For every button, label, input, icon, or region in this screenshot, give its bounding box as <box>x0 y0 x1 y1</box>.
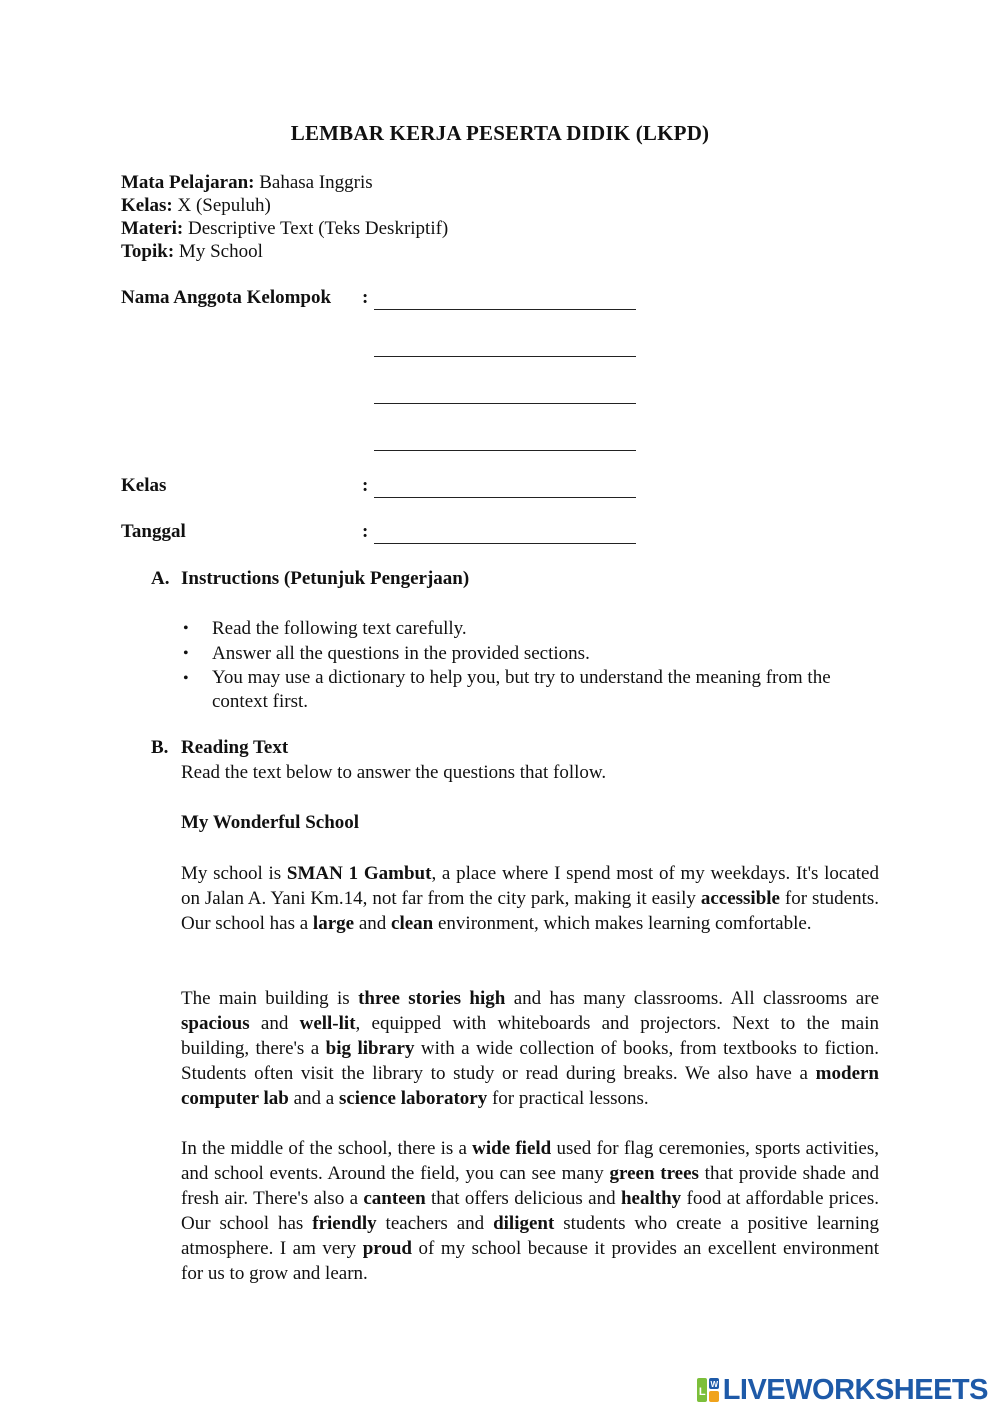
paragraph-text: environment, which makes learning comfortable. <box>433 913 812 934</box>
paragraph-text: used for flag ceremonies, sports activities, and school events. Around the field, you can see many <box>181 1138 879 1184</box>
bullet-icon: • <box>183 645 189 662</box>
bold-keyword: spacious <box>181 1013 250 1034</box>
bold-keyword: healthy <box>620 1188 682 1209</box>
paragraph-text: that provide shade and fresh air. There's also a <box>181 1163 880 1209</box>
bold-keyword: three stories high <box>358 988 506 1009</box>
section-a-letter: A. <box>151 568 170 589</box>
paragraph-text: My school is <box>181 863 287 884</box>
bold-keyword: science laboratory <box>338 1088 488 1109</box>
bold-keyword: green trees <box>609 1163 699 1184</box>
colon: : <box>362 475 369 496</box>
date-field[interactable] <box>374 543 636 544</box>
bold-keyword: friendly <box>312 1213 377 1234</box>
meta-row-topic: Topik: My School <box>121 241 263 262</box>
logo-letter: W <box>710 1380 718 1389</box>
member-name-field-2[interactable] <box>374 356 636 357</box>
bold-keyword: modern computer lab <box>181 1063 879 1109</box>
bold-keyword: clean <box>391 913 434 934</box>
paragraph-text: In the middle of the school, there is a <box>181 1138 473 1159</box>
group-members-label: Nama Anggota Kelompok <box>121 287 332 308</box>
bullet-icon: • <box>183 670 189 687</box>
member-name-field-1[interactable] <box>374 309 636 310</box>
reading-paragraph-1 <box>181 861 879 936</box>
subject-info <box>121 171 448 263</box>
member-name-field-3[interactable] <box>374 403 636 404</box>
member-name-field-4[interactable] <box>374 450 636 451</box>
bold-keyword: large <box>312 913 355 934</box>
liveworksheets-logo-icon <box>697 1378 719 1402</box>
brand-name: LIVEWORKSHEETS <box>722 1373 988 1406</box>
paragraph-text: for students. Our school has a <box>181 888 879 934</box>
colon: : <box>362 521 369 542</box>
paragraph-text: with a wide collection of books, from textbooks to fiction. Students often visit the library to study or read during breaks. We also have a <box>181 1038 879 1084</box>
instruction-item: Answer all the questions in the provided sections. <box>212 643 590 664</box>
class-field[interactable] <box>374 497 636 498</box>
bold-keyword: accessible <box>700 888 780 909</box>
section-b-title: Reading Text <box>181 737 289 758</box>
bold-keyword: well-lit <box>299 1013 356 1034</box>
paragraph-text: students who create a positive learning atmosphere. I am very <box>181 1213 880 1259</box>
bold-keyword: SMAN 1 Gambut <box>286 863 432 884</box>
paragraph-text: of my school because it provides an excellent environment for us to grow and learn. <box>181 1238 879 1284</box>
paragraph-text: and a <box>288 1088 339 1109</box>
section-b-letter: B. <box>151 737 169 758</box>
paragraph-text: , a place where I spend most of my weekdays. It's located on Jalan A. Yani Km.14, not far from the city park, making it easily <box>181 863 879 909</box>
paragraph-text: and <box>249 1013 300 1034</box>
paragraph-text: and <box>354 913 392 934</box>
reading-intro: Read the text below to answer the questions that follow. <box>181 762 607 783</box>
section-a-title: Instructions (Petunjuk Pengerjaan) <box>181 568 470 589</box>
worksheet-title: LEMBAR KERJA PESERTA DIDIK (LKPD) <box>290 121 710 145</box>
date-label: Tanggal <box>121 521 186 542</box>
colon: : <box>362 287 369 308</box>
paragraph-text: that offers delicious and <box>425 1188 621 1209</box>
paragraph-text: for practical lessons. <box>487 1088 649 1109</box>
reading-paragraph-2 <box>181 986 879 1111</box>
paragraph-text: , equipped with whiteboards and projectors. Next to the main building, there's a <box>181 1013 879 1059</box>
reading-text-title: My Wonderful School <box>181 812 360 833</box>
instruction-item: You may use a dictionary to help you, but try to understand the meaning from the context first. <box>212 667 831 712</box>
bold-keyword: big library <box>325 1038 415 1059</box>
paragraph-text: The main building is <box>181 988 359 1009</box>
bold-keyword: diligent <box>493 1213 555 1234</box>
reading-paragraph-3 <box>181 1136 879 1286</box>
paragraph-text: and has many classrooms. All classrooms are <box>505 988 879 1009</box>
bold-keyword: wide field <box>472 1138 552 1159</box>
meta-row-class: Kelas: X (Sepuluh) <box>121 195 271 216</box>
class-label: Kelas <box>121 475 167 496</box>
logo-letter: L <box>698 1386 705 1398</box>
bullet-icon: • <box>183 620 189 637</box>
bold-keyword: canteen <box>363 1188 426 1209</box>
paragraph-text: food at affordable prices. Our school has <box>181 1188 879 1234</box>
bold-keyword: proud <box>362 1238 412 1259</box>
liveworksheets-logo <box>697 1373 988 1407</box>
instruction-item: Read the following text carefully. <box>212 618 467 639</box>
meta-row-material: Materi: Descriptive Text (Teks Deskriptif) <box>121 218 449 239</box>
paragraph-text: teachers and <box>376 1213 494 1234</box>
meta-row-subject: Mata Pelajaran: Bahasa Inggris <box>121 172 373 193</box>
